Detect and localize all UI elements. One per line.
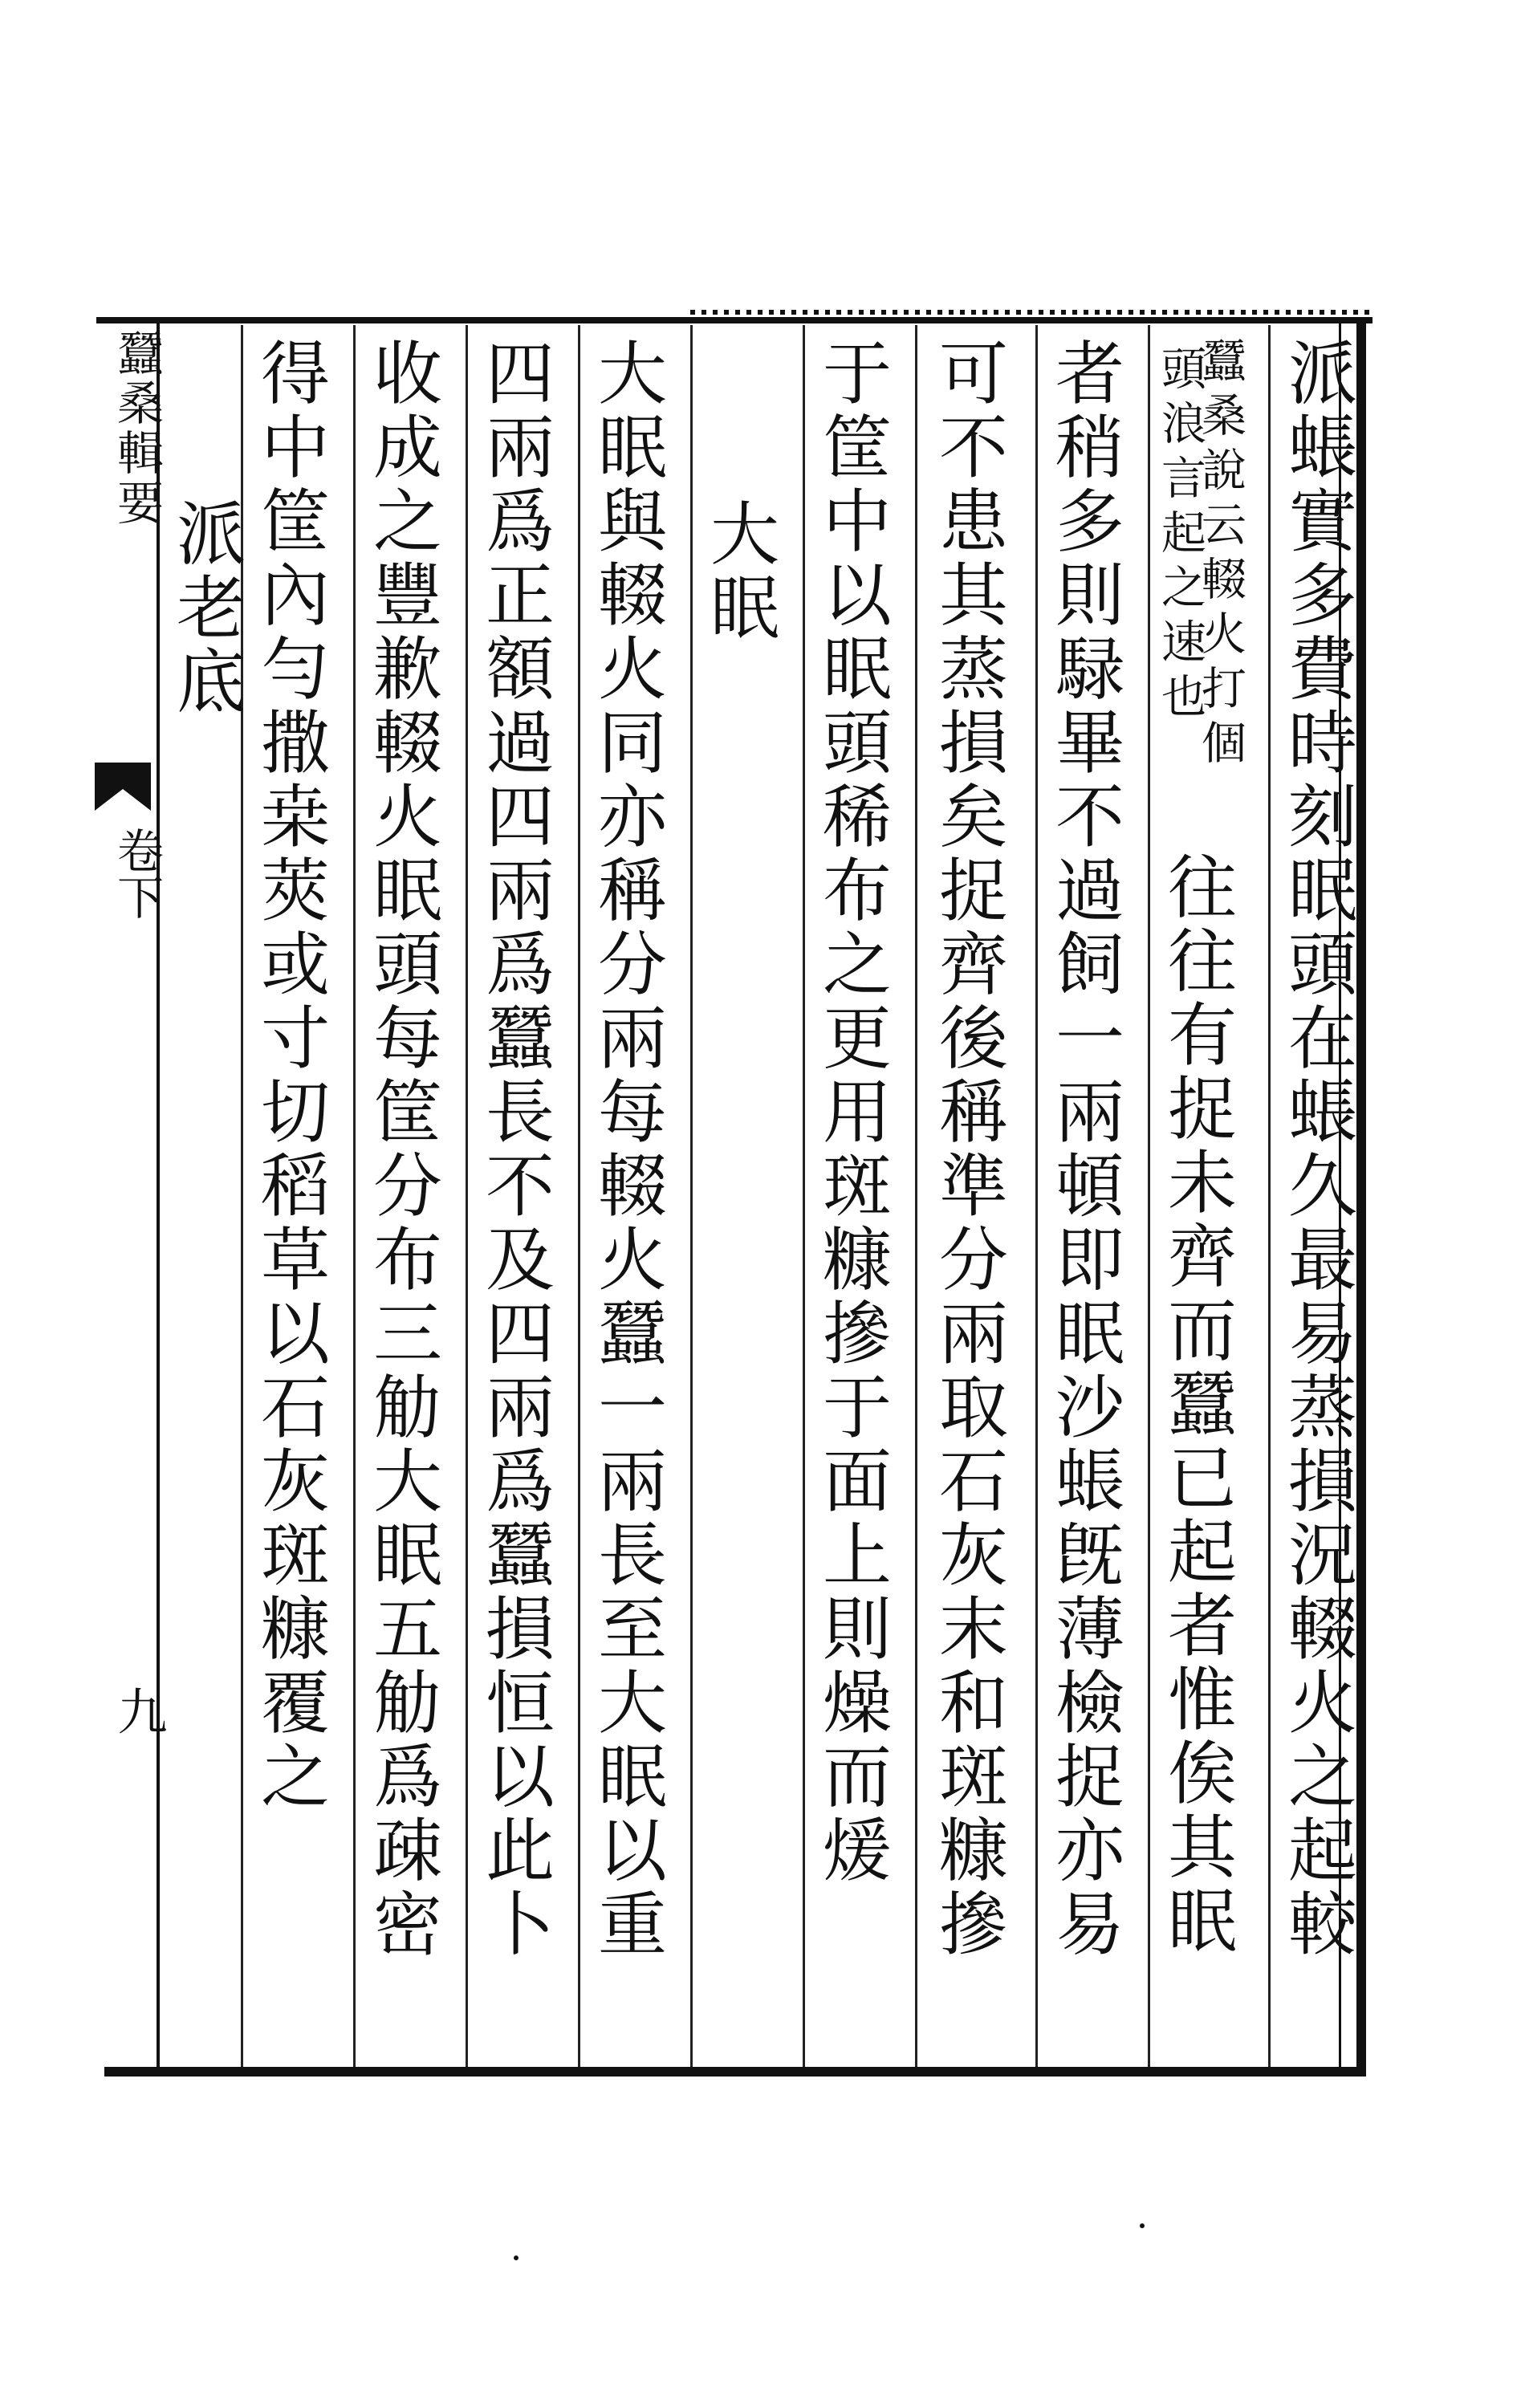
text-column-10: 得中筐內勻撒桒莢或寸切稻草以石灰斑糠覆之 <box>249 337 329 1814</box>
annotation-line-1: 蠶桑說云輟火打個 <box>1194 337 1246 774</box>
text-column-9: 收成之豐歉輟火眠頭每筐分布三觔大眠五觔爲疎密 <box>361 337 441 1962</box>
right-border-outer <box>1356 317 1366 2075</box>
column-rule <box>1268 325 1271 2067</box>
text-column-3: 者稍多則騄畢不過飼一兩頓即眠沙䗅旣薄檢捉亦易 <box>1043 337 1124 1962</box>
column-rule <box>1148 325 1150 2067</box>
column-rule <box>690 325 693 2067</box>
ink-speck <box>514 2255 518 2260</box>
section-heading-daming: 大眠 <box>698 498 779 645</box>
text-column-8: 四兩爲正額過四兩爲蠶長不及四兩爲蠶損恒以此卜 <box>474 337 554 1962</box>
text-column-7: 大眠與輟火同亦稱分兩每輟火蠶一兩長至大眠以重 <box>586 337 666 1962</box>
text-column-5: 于筐中以眠頭稀布之更用斑糠摻于面上則燥而煖 <box>811 337 891 1888</box>
annotation-line-2: 頭浪言起之速也 <box>1154 345 1206 727</box>
top-dotted-border <box>690 310 1372 315</box>
text-column-2-tail: 往往有捉未齊而蠶已起者惟俟其眠 <box>1156 851 1236 1959</box>
banxin-title: 蠶桑輯要 <box>109 329 164 528</box>
text-column-4: 可不患其蒸損矣捉齊後稱準分兩取石灰末和斑糠摻 <box>927 337 1007 1962</box>
fishtail-icon <box>95 763 151 811</box>
banxin-divider <box>157 321 160 2071</box>
column-rule <box>915 325 917 2067</box>
bottom-border <box>104 2067 1366 2076</box>
section-heading-pailaodi: 派老底 <box>165 498 245 719</box>
column-rule <box>803 325 805 2067</box>
column-rule <box>1035 325 1038 2067</box>
ink-speck <box>1140 2223 1145 2228</box>
banxin-juan: 卷下 <box>109 827 164 920</box>
column-rule <box>578 325 580 2067</box>
top-border <box>96 317 1372 323</box>
banxin-folio: 九 <box>109 1686 168 1735</box>
column-rule <box>353 325 356 2067</box>
text-column-1: 派䗅實多費時刻眠頭在䗅久最易蒸損況輟火之起較 <box>1276 337 1356 1962</box>
column-rule <box>466 325 468 2067</box>
